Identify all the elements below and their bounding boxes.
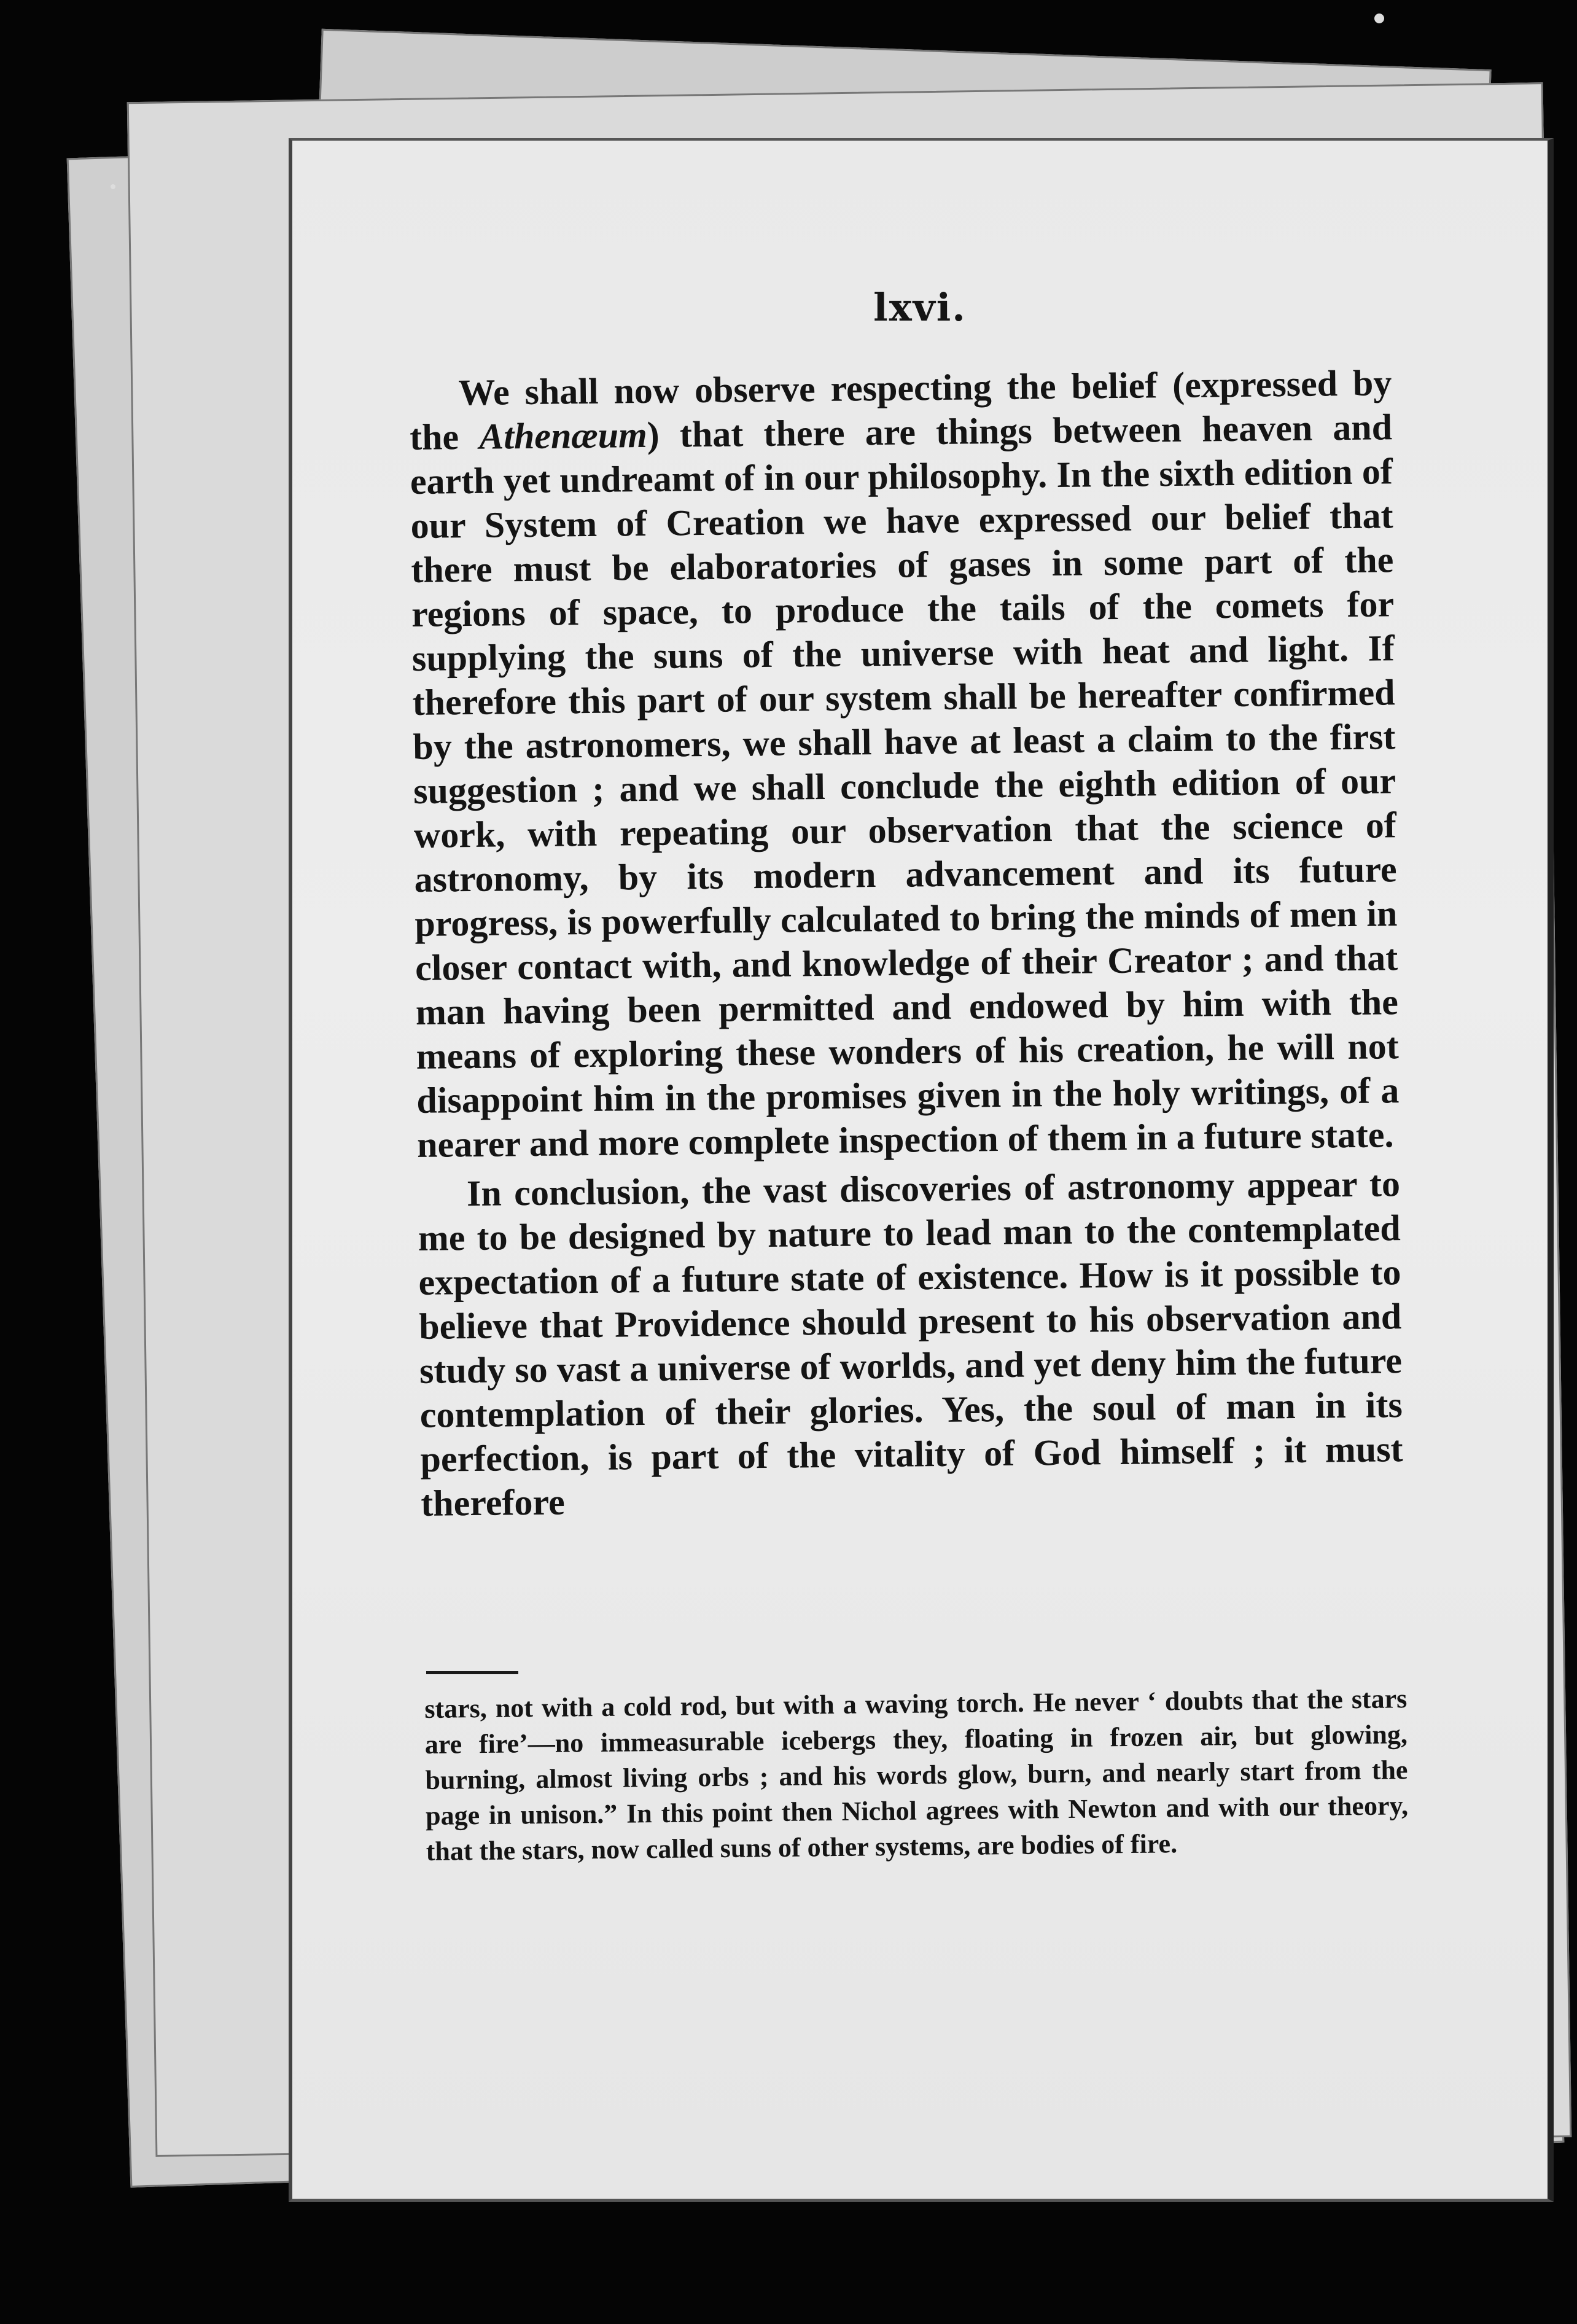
paragraph-1-start: We shall now observe respecting the belief (expressed by the bbox=[409, 362, 1392, 458]
page-number: lxvi. bbox=[873, 285, 967, 330]
paragraph-2: In conclusion, the vast discoveries of astronomy appear to me to be designed by nature to lead man to the contemplated expectation of a future state of existence. How is it possible to believe that Providence should present to his observation and study so vast a universe of worlds, and yet deny him the future contemplation of their glories. Yes, the soul of man in its perfection, is part of the vitality of God himself ; it must therefore bbox=[418, 1163, 1403, 1524]
dust-speck bbox=[111, 184, 115, 189]
italic-title-athenaeum: Athenæum bbox=[478, 414, 648, 457]
dust-speck bbox=[1374, 14, 1384, 23]
body-text bbox=[409, 361, 1404, 1530]
paragraph-1 bbox=[409, 361, 1400, 1167]
footnote-rule bbox=[426, 1671, 518, 1674]
footnote: stars, not with a cold rod, but with a waving torch. He never ‘ doubts that the stars are fire’—no immeasurable icebergs they, floating in frozen air, but glowing, burning, almost living orbs ; and his words glow, burn, and nearly start from the page in unison.” In this point then Nichol agrees with Newton and with our theory, that the stars, now called suns of other systems, are bodies of fire. bbox=[424, 1683, 1409, 1866]
paragraph-1-rest: ) that there are things between heaven and earth yet undreamt of in our philosophy. In the sixth edition of our System of Creation we have expressed our belief that there must be elaboratories of gases in some part of the regions of space, to produce the tails of the comets for supplying the suns of the universe with heat and light. If therefore this part of our system shall be hereafter confirmed by the astronomers, we shall have at least a claim to the first suggestion ; and we shall conclude the eighth edition of our work, with repeating our observation that the science of astronomy, by its modern advancement and its future progress, is powerfully calculated to bring the minds of men in closer contact with, and knowledge of their Creator ; and that man having been permitted and endowed by him with the means of exploring these wonders of his creation, he will not disappoint him in the promises given in the holy writings, of a nearer and more complete inspection of them in a future state. bbox=[410, 407, 1400, 1165]
book-page bbox=[289, 138, 1554, 2202]
